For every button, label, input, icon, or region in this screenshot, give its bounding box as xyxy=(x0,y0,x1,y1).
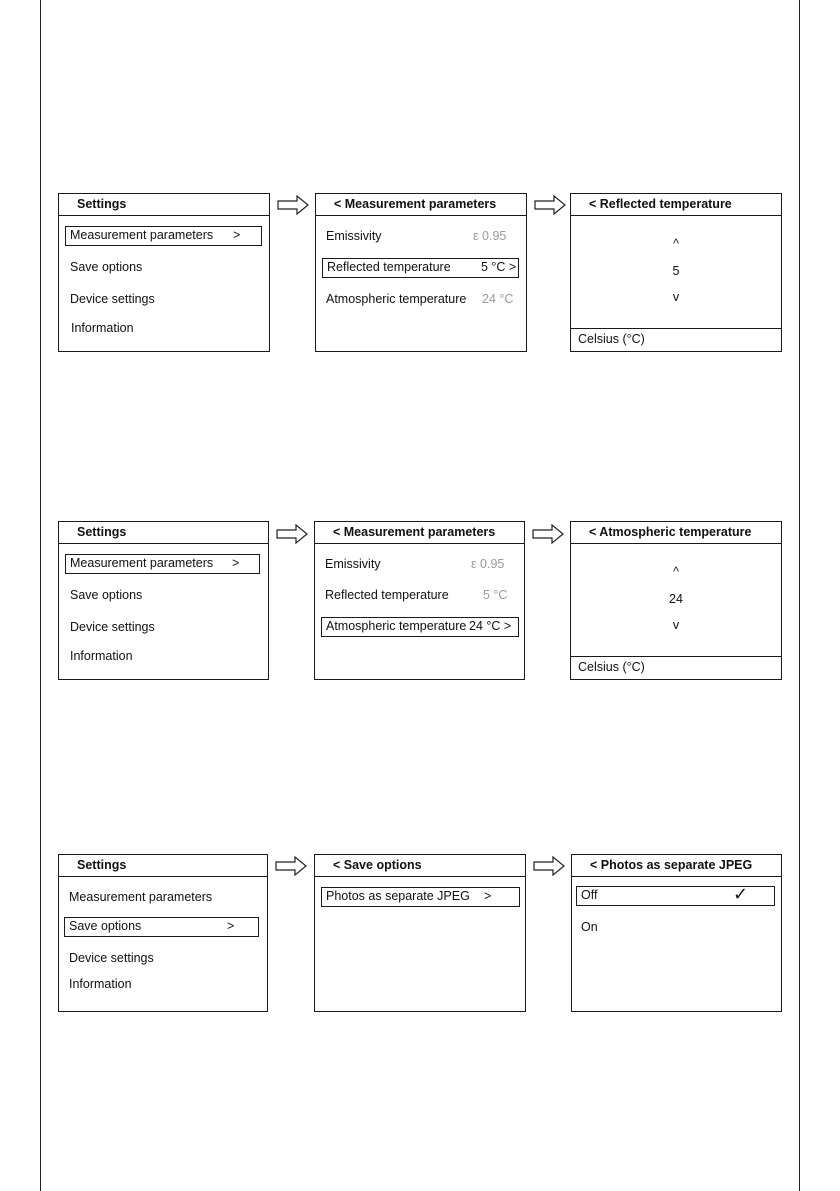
menu-item-save-options[interactable] xyxy=(64,917,259,937)
row-label: Emissivity xyxy=(325,557,381,571)
measurement-parameters-screen-2 xyxy=(314,521,525,680)
flow-arrow-icon xyxy=(534,195,566,215)
menu-item-device-settings[interactable] xyxy=(70,618,155,636)
screen-title xyxy=(315,855,525,877)
row-label: Atmospheric temperature xyxy=(326,292,467,306)
emissivity-value: ε 0.95 xyxy=(473,229,507,243)
menu-item-device-settings[interactable] xyxy=(70,290,155,308)
screen-title xyxy=(59,855,267,877)
option-label: Off xyxy=(581,888,598,902)
row-emissivity[interactable] xyxy=(326,227,521,245)
screen-title-text: < Measurement parameters xyxy=(333,525,496,539)
unit-footer[interactable]: Celsius (°C) xyxy=(571,328,781,351)
value-display: 24 xyxy=(669,592,683,606)
atmospheric-temperature-value: 24 °C xyxy=(482,292,514,306)
checkmark-icon: ✓ xyxy=(733,884,749,904)
atmospheric-temperature-value: 24 °C > xyxy=(469,619,512,633)
menu-item-label: Save options xyxy=(70,260,143,274)
menu-item-label: Measurement parameters xyxy=(70,556,214,570)
menu-item-label: Save options xyxy=(69,919,142,933)
row-reflected-temperature[interactable] xyxy=(325,586,520,604)
flow-arrow-icon xyxy=(277,195,309,215)
atmospheric-temperature-screen xyxy=(570,521,782,680)
screen-title-text: < Reflected temperature xyxy=(589,197,732,211)
menu-item-label: Photos as separate JPEG xyxy=(326,889,470,903)
screen-title-text: Settings xyxy=(77,525,127,539)
menu-item-label: Save options xyxy=(70,588,143,602)
screen-title-text: Settings xyxy=(77,197,127,211)
unit-footer[interactable]: Celsius (°C) xyxy=(571,656,781,679)
row-atmospheric-temperature[interactable] xyxy=(321,617,519,637)
menu-item-measurement-parameters[interactable] xyxy=(69,888,212,906)
increment-button[interactable]: ^ xyxy=(673,565,679,579)
emissivity-value: ε 0.95 xyxy=(471,557,505,571)
value-display: 5 xyxy=(672,264,680,278)
chevron-right-icon: > xyxy=(232,556,240,570)
settings-screen-1 xyxy=(58,193,270,352)
screen-title-text: < Atmospheric temperature xyxy=(589,525,752,539)
menu-item-label: Information xyxy=(71,321,134,335)
flow-arrow-icon xyxy=(533,856,565,876)
screen-title-text: < Save options xyxy=(333,858,422,872)
flow-arrow-icon xyxy=(532,524,564,544)
row-reflected-temperature[interactable] xyxy=(322,258,519,278)
menu-item-information[interactable] xyxy=(70,647,133,665)
reflected-temperature-value: 5 °C xyxy=(483,588,508,602)
flow-arrow-icon xyxy=(276,524,308,544)
menu-item-information[interactable] xyxy=(69,975,132,993)
menu-item-label: Measurement parameters xyxy=(70,228,214,242)
option-label: On xyxy=(581,920,598,934)
chevron-right-icon: > xyxy=(233,228,241,242)
row-atmospheric-temperature[interactable] xyxy=(326,290,521,308)
page-border-left xyxy=(40,0,41,1191)
measurement-parameters-screen-1 xyxy=(315,193,527,352)
chevron-right-icon: > xyxy=(484,889,492,903)
menu-item-information[interactable] xyxy=(71,319,134,337)
row-label: Atmospheric temperature xyxy=(326,619,467,633)
screen-title-text: < Photos as separate JPEG xyxy=(590,858,753,872)
screen-title-text: Settings xyxy=(77,858,127,872)
reflected-temperature-screen xyxy=(570,193,782,352)
screen-title xyxy=(571,194,781,216)
increment-button[interactable]: ^ xyxy=(673,237,679,251)
page-border-right xyxy=(799,0,800,1191)
screen-title xyxy=(59,194,269,216)
menu-item-save-options[interactable] xyxy=(70,258,142,276)
menu-item-measurement-parameters[interactable] xyxy=(65,554,260,574)
screen-title xyxy=(571,522,781,544)
chevron-right-icon: > xyxy=(227,919,235,933)
option-off[interactable] xyxy=(576,886,775,906)
menu-item-label: Device settings xyxy=(70,620,155,634)
screen-title xyxy=(572,855,781,877)
menu-item-save-options[interactable] xyxy=(70,586,142,604)
decrement-button[interactable]: v xyxy=(672,618,680,632)
menu-item-device-settings[interactable] xyxy=(69,949,154,967)
menu-item-label: Measurement parameters xyxy=(69,890,213,904)
row-emissivity[interactable] xyxy=(325,555,520,573)
screen-title xyxy=(59,522,268,544)
menu-item-measurement-parameters[interactable] xyxy=(65,226,262,246)
decrement-button[interactable]: v xyxy=(672,290,680,304)
settings-screen-2 xyxy=(58,521,269,680)
menu-item-label: Device settings xyxy=(69,951,154,965)
row-label: Emissivity xyxy=(326,229,382,243)
screen-title xyxy=(315,522,524,544)
menu-item-label: Information xyxy=(69,977,132,991)
screen-title-text: < Measurement parameters xyxy=(334,197,497,211)
settings-screen-3 xyxy=(58,854,268,1012)
save-options-screen xyxy=(314,854,526,1012)
screen-title xyxy=(316,194,526,216)
row-label: Reflected temperature xyxy=(327,260,451,274)
menu-item-label: Information xyxy=(70,649,133,663)
photos-as-separate-jpeg-screen xyxy=(571,854,782,1012)
row-label: Reflected temperature xyxy=(325,588,449,602)
menu-item-label: Device settings xyxy=(70,292,155,306)
flow-arrow-icon xyxy=(275,856,307,876)
menu-item-photos-as-separate-jpeg[interactable] xyxy=(321,887,520,907)
reflected-temperature-value: 5 °C > xyxy=(481,260,517,274)
option-on[interactable] xyxy=(581,918,598,936)
